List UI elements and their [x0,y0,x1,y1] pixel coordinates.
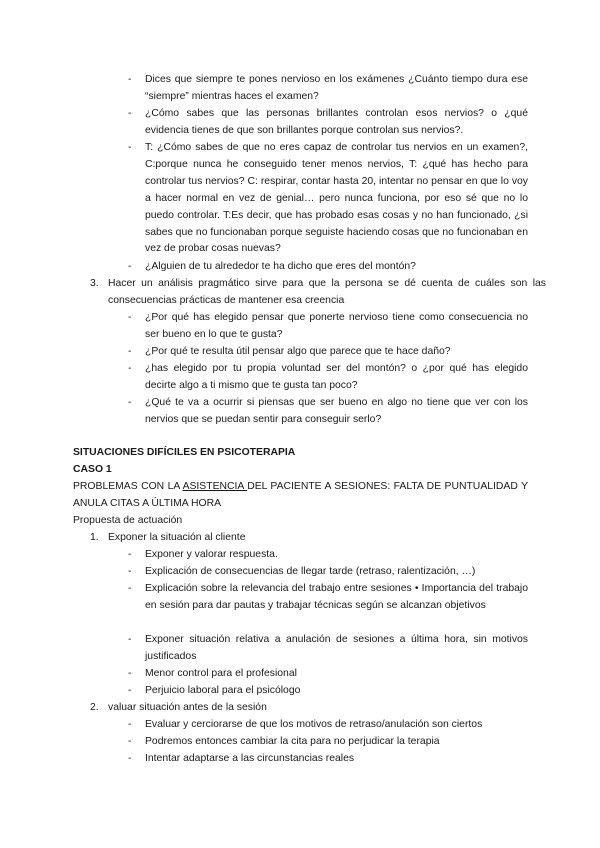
item-number: 1. [90,532,99,543]
item-text: valuar situación antes de la sesión [108,702,267,713]
dash-bullet: - [128,549,132,560]
list-item-text: ¿Por qué te resulta útil pensar algo que parece que te hace daño? [145,346,451,357]
list-item-text: ¿Qué te va a ocurrir si piensas que ser bueno en algo no tiene que ver con los nervios que se puedan sentir para conseguir serlo? [145,397,528,425]
dash-bullet: - [128,634,132,645]
dash-bullet: - [128,397,132,408]
list-item-text: Perjuicio laboral para el psicólogo [145,685,301,696]
list-item-text: ¿Cómo sabes que las personas brillantes controlan esos nervios? o ¿qué evidencia tienes de que son brillantes porque controlan sus nervios?. [145,108,528,136]
dash-bullet: - [128,583,132,594]
dash-bullet: - [128,108,132,119]
dash-bullet: - [128,363,132,374]
list-item-text: Intentar adaptarse a las circunstancias reales [145,753,355,764]
dash-bullet: - [128,753,132,764]
problem-statement [73,479,528,513]
dash-bullet: - [128,142,132,153]
dash-bullet: - [128,566,132,577]
list-item-text: Exponer situación relativa a anulación de sesiones a última hora, sin motivos justificados [145,634,528,662]
list-item-text: Explicación sobre la relevancia del trabajo entre sesiones • Importancia del trabajo en sesión para dar pautas y trabajar técnicas según se alcanzan objetivos [145,583,528,611]
list-item-text: T: ¿Cómo sabes de que no eres capaz de controlar tus nervios en un examen?, C:porque nunca he conseguido tener menos nervios, T: ¿qué has hecho para controlar tus nervios? C: respirar, contar hasta 20, intentar no pensar en que lo voy a hacer normal en vez de genial… pero nunca funciona, por eso sé que no lo puedo controlar. T:Es decir, que has probado esas cosas y no han funcionado, ¿si sabes que no funcionaban porque seguiste haciendo cosas que no funcionaban en vez de probar cosas nuevas? [145,142,528,255]
item-number: 3. [90,278,99,289]
proposal-label: Propuesta de actuación [73,515,183,526]
list-item-text: Dices que siempre te pones nervioso en los exámenes ¿Cuánto tiempo dura ese “siempre” mientras haces el examen? [145,74,528,102]
list-item-text: ¿has elegido por tu propia voluntad ser del montón? o ¿por qué has elegido decirte algo a ti mismo que te gusta tan poco? [145,363,528,391]
list-item-text: Exponer y valorar respuesta. [145,549,278,560]
item-number: 2. [90,702,99,713]
problem-text-end: DEL PACIENTE A SESIONES: FALTA DE PUNTUALIDAD Y ANULA CITAS A ÚLTIMA HORA [73,481,529,509]
dash-bullet: - [128,685,132,696]
item-text: Hacer un análisis pragmático sirve para que la persona se dé cuenta de cuáles son las consecuencias prácticas de mantener esa creencia [108,278,546,306]
dash-bullet: - [128,312,132,323]
problem-underlined-word: ASISTENCIA [182,481,248,492]
dash-bullet: - [128,668,132,679]
list-item-text: ¿Alguien de tu alrededor te ha dicho que eres del montón? [145,261,416,272]
list-item-text: Evaluar y cerciorarse de que los motivos de retraso/anulación son ciertos [145,719,483,730]
section-title: SITUACIONES DIFÍCILES EN PSICOTERAPIA [73,447,296,458]
list-item-text: Podremos entonces cambiar la cita para no perjudicar la terapia [145,736,440,747]
item-text: Exponer la situación al cliente [108,532,246,543]
case-title: CASO 1 [73,464,112,475]
dash-bullet: - [128,261,132,272]
dash-bullet: - [128,719,132,730]
dash-bullet: - [128,74,132,85]
problem-text-start: PROBLEMAS CON LA [73,481,183,492]
list-item-text: Menor control para el profesional [145,668,297,679]
list-item-text: Explicación de consecuencias de llegar tarde (retraso, ralentización, …) [145,566,476,577]
dash-bullet: - [128,346,132,357]
list-item-text: ¿Por qué has elegido pensar que ponerte nervioso tiene como consecuencia no ser bueno en lo que te gusta? [145,312,528,340]
dash-bullet: - [128,736,132,747]
